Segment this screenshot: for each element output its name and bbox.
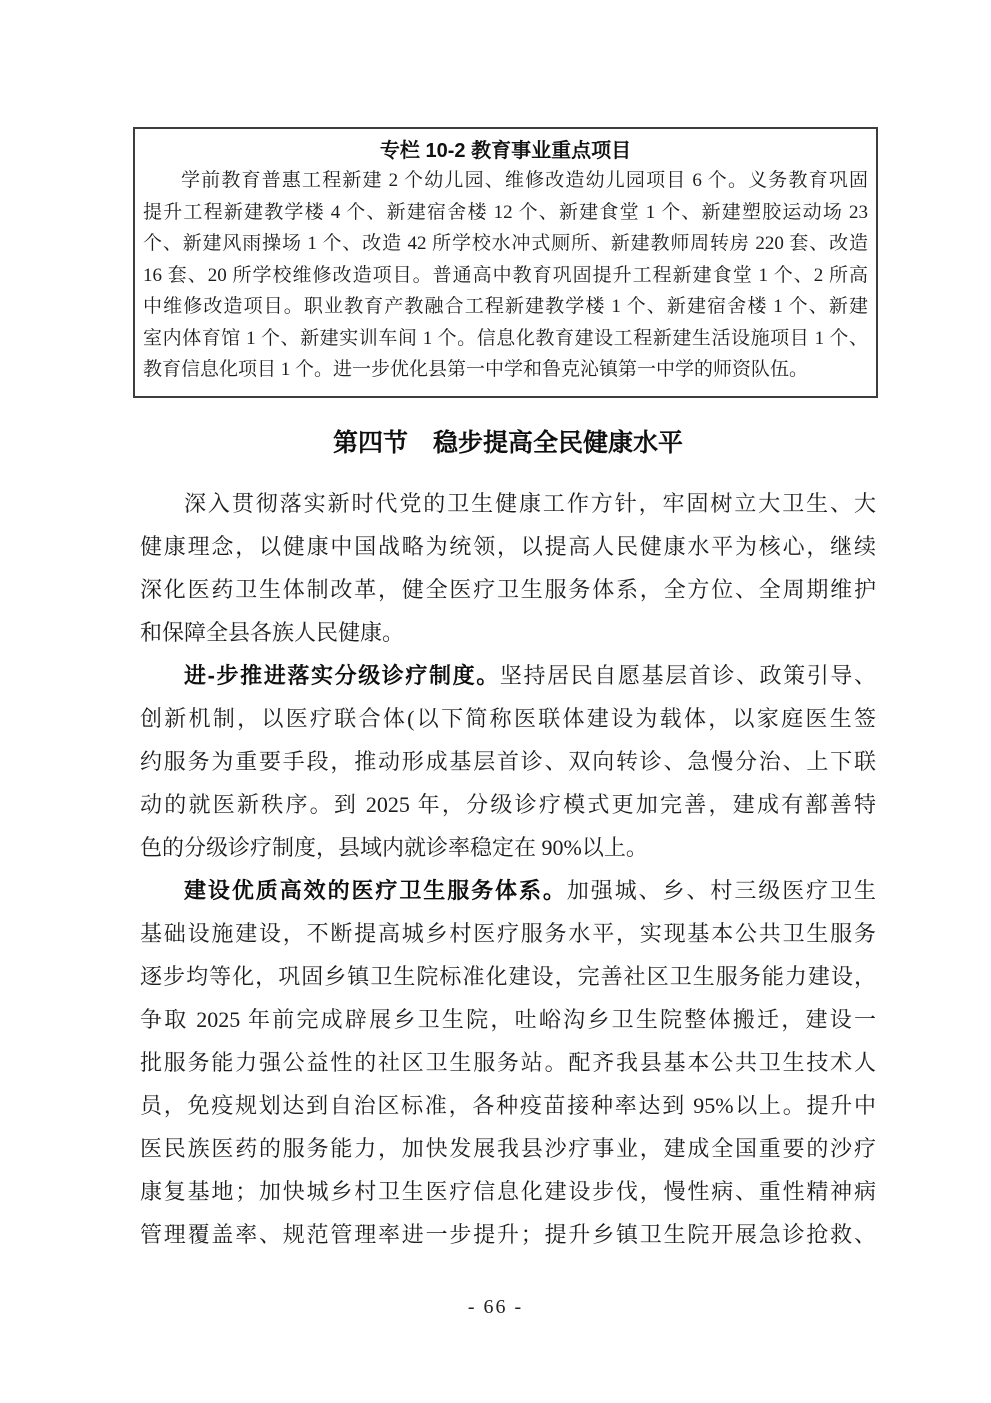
body-line: 逐步均等化，巩固乡镇卫生院标准化建设，完善社区卫生服务能力建设，: [140, 964, 876, 989]
body-line: 创新机制，以医疗联合体(以下简称医联体建设为载体，以家庭医生签: [140, 706, 876, 731]
callout-box-line: 个、新建风雨操场 1 个、改造 42 所学校水冲式厕所、新建教师周转房 220 套、改造: [143, 233, 868, 254]
callout-box-line: 提升工程新建教学楼 4 个、新建宿舍楼 12 个、新建食堂 1 个、新建塑胶运动场 23: [143, 201, 868, 223]
body-line: 康复基地；加快城乡村卫生医疗信息化建设步伐，慢性病、重性精神病: [140, 1179, 876, 1204]
body-line: 深入贯彻落实新时代党的卫生健康工作方针，牢固树立大卫生、大: [184, 491, 876, 516]
body-line: 约服务为重要手段，推动形成基层首诊、双向转诊、急慢分治、上下联: [140, 749, 876, 774]
body-line: [140, 869, 876, 912]
callout-box-line: 学前教育普惠工程新建 2 个幼儿园、维修改造幼儿园项目 6 个。义务教育巩固: [181, 170, 868, 191]
body-line: 色的分级诊疗制度，县域内就诊率稳定在 90%以上。: [140, 835, 648, 860]
body-line: 批服务能力强公益性的社区卫生服务站。配齐我县基本公共卫生技术人: [140, 1050, 876, 1075]
section-heading: 第四节 稳步提高全民健康水平: [332, 429, 683, 457]
body-line: 和保障全县各族人民健康。: [140, 620, 405, 645]
callout-box: [133, 127, 878, 398]
body-line: 动的就医新秩序。到 2025 年，分级诊疗模式更加完善，建成有鄯善特: [140, 792, 876, 817]
paragraph-lead-rest: 加强城、乡、村三级医疗卫生: [566, 878, 876, 903]
body-line: 医民族医药的服务能力，加快发展我县沙疗事业，建成全国重要的沙疗: [140, 1136, 876, 1161]
callout-box-line: 教育信息化项目 1 个。进一步优化县第一中学和鲁克沁镇第一中学的师资队伍。: [143, 359, 809, 380]
body-line: 争取 2025 年前完成辟展乡卫生院，吐峪沟乡卫生院整体搬迁，建设一: [140, 1007, 876, 1032]
body-text: [140, 482, 876, 1256]
body-line: [140, 654, 876, 697]
body-line: 深化医药卫生体制改革，健全医疗卫生服务体系，全方位、全周期维护: [140, 577, 876, 602]
paragraph-lead-rest: 坚持居民自愿基层首诊、政策引导、: [499, 663, 876, 688]
paragraph-bold-lead: 建设优质高效的医疗卫生服务体系。: [184, 878, 567, 903]
callout-box-line: 中维修改造项目。职业教育产教融合工程新建教学楼 1 个、新建宿舍楼 1 个、新建: [143, 296, 868, 317]
body-line: 员，免疫规划达到自治区标准，各种疫苗接种率达到 95%以上。提升中: [140, 1093, 876, 1118]
paragraph-bold-lead: 进-步推进落实分级诊疗制度。: [184, 663, 500, 688]
callout-box-line: 室内体育馆 1 个、新建实训车间 1 个。信息化教育建设工程新建生活设施项目 1 个、: [143, 327, 868, 349]
callout-box-title: 专栏 10-2 教育事业重点项目: [379, 140, 632, 162]
body-line: 管理覆盖率、规范管理率进一步提升；提升乡镇卫生院开展急诊抢救、: [140, 1222, 876, 1247]
page-number: - 66 -: [467, 1296, 524, 1318]
callout-box-line: 16 套、20 所学校维修改造项目。普通高中教育巩固提升工程新建食堂 1 个、2 所高: [143, 264, 868, 286]
body-line: 健康理念，以健康中国战略为统领，以提高人民健康水平为核心，继续: [140, 534, 876, 559]
body-line: 基础设施建设，不断提高城乡村医疗服务水平，实现基本公共卫生服务: [140, 921, 876, 946]
